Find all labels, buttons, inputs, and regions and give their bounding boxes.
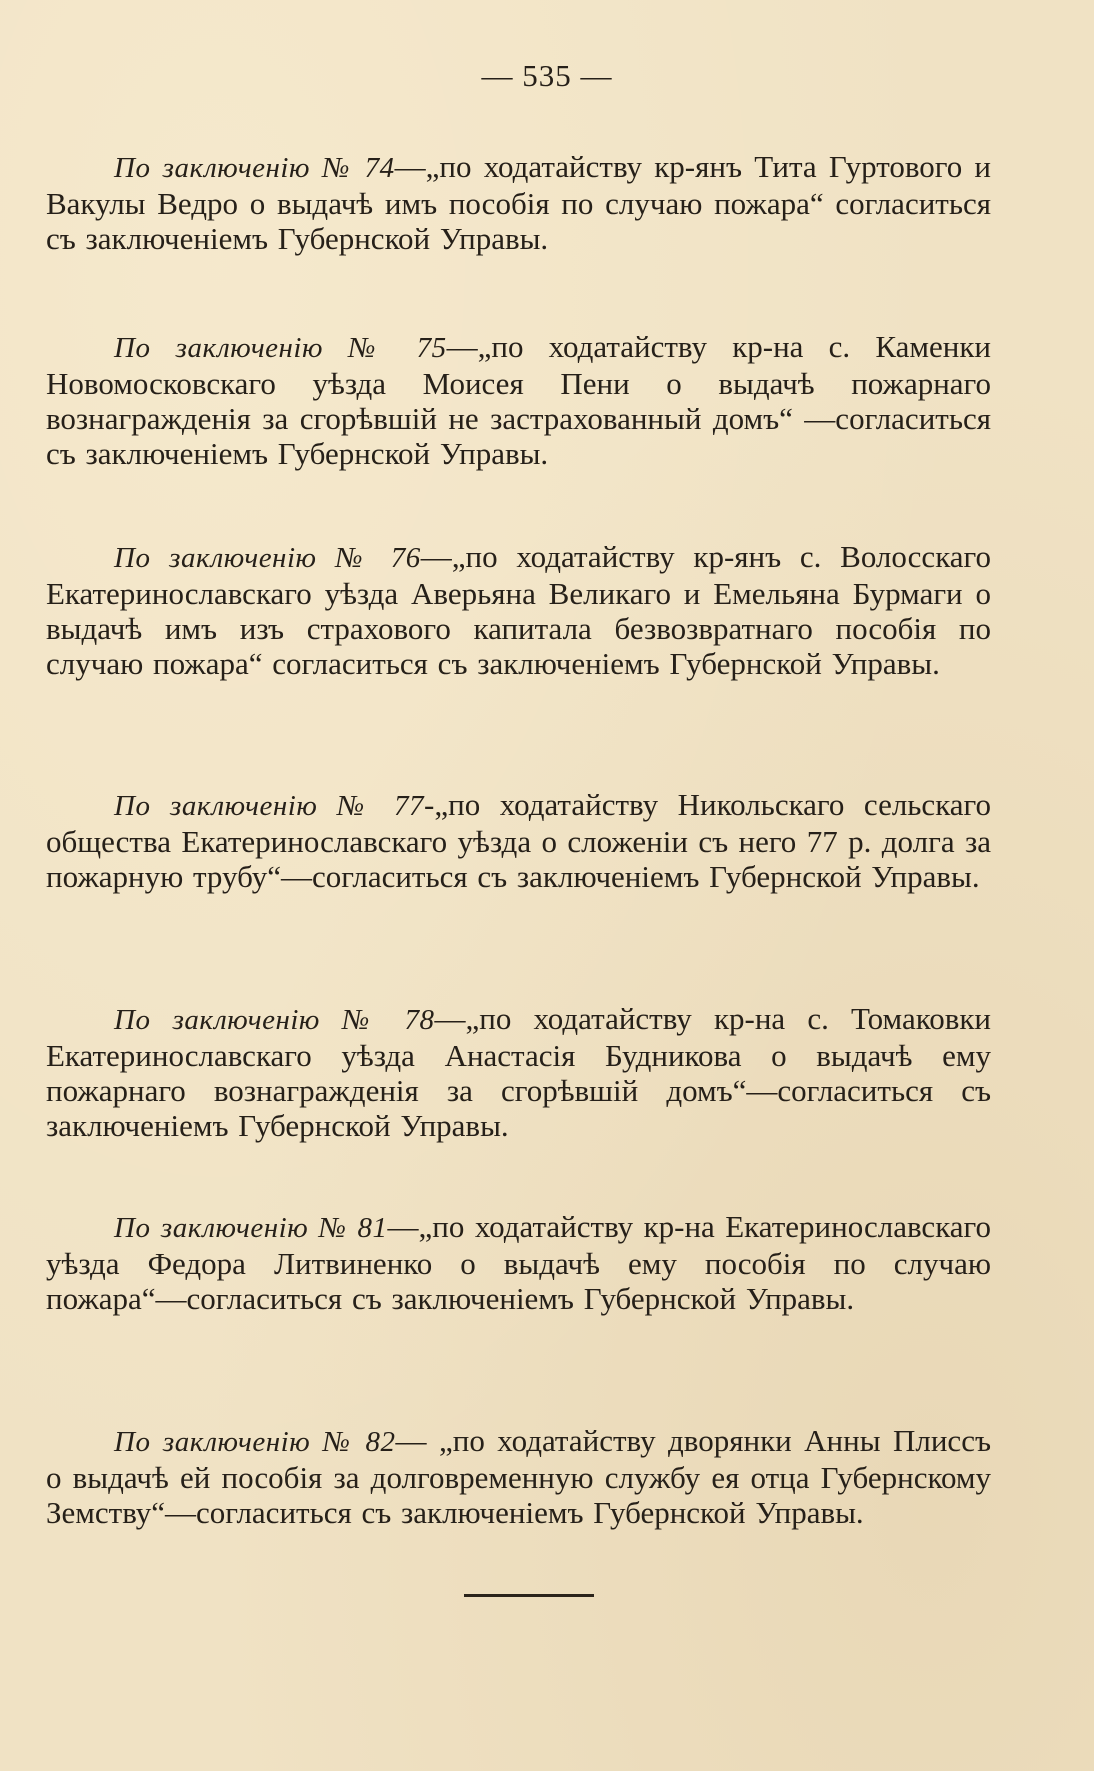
resolution-label: По заключенію № 78	[114, 1004, 435, 1036]
page-number: — 535 —	[481, 58, 613, 93]
resolution-text: — „по ходатайству дворянки Анны Плиссъ о выдачѣ ей пособія за долговременную службу ея отца Губернскому Земству“—согласиться съ заключеніемъ Губернской Управы.	[46, 1423, 991, 1530]
resolution-label: По заключенію № 81	[114, 1212, 388, 1244]
resolution-text: -„по ходатайству Никольскаго сельскаго общества Екатеринославскаго уѣзда о сложеніи съ него 77 р. долга за пожарную трубу“—согласиться съ заключеніемъ Губернской Управы.	[46, 787, 991, 894]
resolution-81	[46, 1209, 991, 1316]
resolution-text: —„по ходатайству кр-на Екатеринославскаго уѣзда Федора Литвиненко о выдачѣ ему пособія по случаю пожара“—согласиться съ заключеніемъ Губернской Управы.	[46, 1209, 991, 1316]
resolution-82	[46, 1423, 991, 1530]
resolution-text: —„по ходатайству кр-на с. Каменки Новомосковскаго уѣзда Моисея Пени о выдачѣ пожарнаго вознагражденія за сгорѣвшій не застрахованный домъ“ —согласиться съ заключеніемъ Губернской Управы.	[46, 329, 991, 471]
resolution-label: По заключенію № 77	[114, 790, 425, 822]
resolution-77	[46, 787, 991, 894]
resolution-text: —„по ходатайству кр-на с. Томаковки Екатеринославскаго уѣзда Анастасія Будникова о выдачѣ ему пожарнаго вознагражденія за сгорѣвшій домъ“—согласиться съ заключеніемъ Губернской Управы.	[46, 1001, 991, 1143]
resolution-label: По заключенію № 82	[114, 1426, 396, 1458]
resolution-text: —„по ходатайству кр-янъ Тита Гуртового и Вакулы Ведро о выдачѣ имъ пособія по случаю пожара“ согласиться съ заключеніемъ Губернской Управы.	[46, 149, 992, 256]
resolution-text: —„по ходатайству кр-янъ с. Волосскаго Екатеринославскаго уѣзда Аверьяна Великаго и Емельяна Бурмаги о выдачѣ имъ изъ страхового капитала безвозвратнаго пособія по случаю пожара“ согласиться съ заключеніемъ Губернской Управы.	[46, 539, 991, 681]
resolution-78	[46, 1001, 991, 1143]
resolution-label: По заключенію № 75	[114, 332, 447, 364]
closing-rule	[464, 1594, 594, 1597]
resolution-label: По заключенію № 76	[114, 542, 421, 574]
resolution-76	[46, 539, 991, 681]
resolution-label: По заключенію № 74	[114, 152, 395, 184]
resolution-75	[46, 329, 991, 471]
resolution-74	[46, 149, 991, 256]
